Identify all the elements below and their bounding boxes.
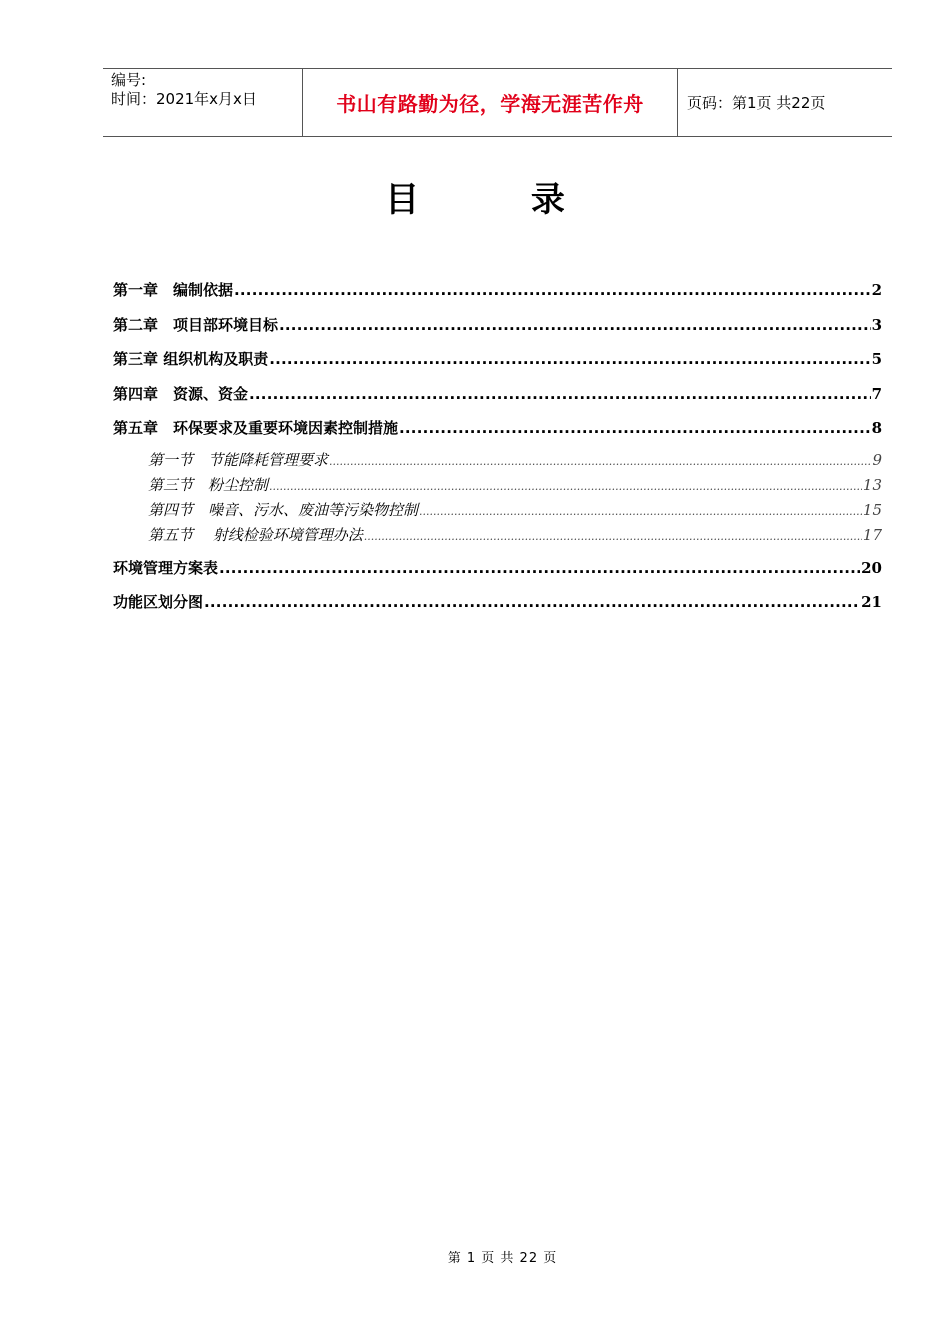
toc-entry[interactable] [113, 312, 882, 347]
toc-entry-label: 第四章 资源、资金 [113, 384, 249, 403]
toc-entry-page: 5 [871, 350, 882, 368]
toc-entry-label: 第五章 环保要求及重要环境因素控制措施 [113, 419, 399, 437]
toc-entry-page: 8 [871, 419, 882, 437]
toc-leader [204, 589, 860, 615]
toc-entry-page: 9 [872, 450, 882, 469]
time-label: 时间：2021年x月x日 [111, 90, 257, 108]
toc-entry[interactable] [113, 381, 882, 416]
header-meta [103, 69, 303, 136]
toc-subentry[interactable] [113, 500, 882, 525]
number-label: 编号: [111, 71, 147, 89]
toc-entry-page: 2 [871, 281, 882, 299]
toc-entry-page: 20 [861, 558, 882, 577]
toc-entry-page: 3 [871, 315, 882, 334]
toc-leader [219, 555, 860, 581]
toc-entry-label: 环境管理方案表 [113, 558, 219, 577]
toc-entry-page: 21 [861, 593, 882, 611]
toc-entry-label: 第五节 射线检验环境管理办法 [148, 525, 363, 544]
toc-entry-label: 功能区划分图 [113, 593, 204, 611]
toc-entry-label: 第一节 节能降耗管理要求 [148, 450, 329, 469]
toc-entry[interactable] [113, 415, 882, 450]
toc-entry[interactable] [113, 277, 882, 312]
toc-leader [269, 477, 862, 497]
toc-leader [269, 346, 870, 372]
table-of-contents [113, 277, 882, 624]
toc-subentry[interactable] [113, 475, 882, 500]
toc-leader [234, 277, 871, 303]
toc-entry-page: 17 [862, 525, 882, 544]
toc-entry-label: 第三章 组织机构及职责 [113, 350, 269, 368]
toc-leader [419, 502, 862, 522]
toc-entry[interactable] [113, 555, 882, 590]
toc-leader [364, 527, 862, 547]
page-title: 目 录 [385, 180, 615, 220]
toc-entry-label: 第二章 项目部环境目标 [113, 315, 279, 334]
toc-leader [279, 312, 871, 338]
toc-entry[interactable] [113, 589, 882, 624]
toc-leader [399, 415, 871, 441]
toc-entry-page: 15 [862, 500, 882, 519]
toc-subentry[interactable] [113, 450, 882, 475]
toc-entry-label: 第三节 粉尘控制 [148, 475, 269, 494]
toc-entry-page: 13 [862, 475, 882, 494]
toc-entry[interactable] [113, 346, 882, 381]
toc-entry-page: 7 [871, 384, 882, 403]
page-header [103, 68, 892, 137]
toc-entry-label: 第一章 编制依据 [113, 281, 234, 299]
header-motto: 书山有路勤为径，学海无涯苦作舟 [303, 69, 678, 136]
toc-entry-label: 第四节 噪音、污水、废油等污染物控制 [148, 500, 419, 519]
page-footer: 第 1 页 共 22 页 [447, 1251, 558, 1266]
toc-subentry[interactable] [113, 525, 882, 550]
toc-leader [249, 381, 871, 407]
toc-leader [329, 452, 871, 472]
header-page-info: 页码：第1页 共22页 [687, 94, 826, 112]
